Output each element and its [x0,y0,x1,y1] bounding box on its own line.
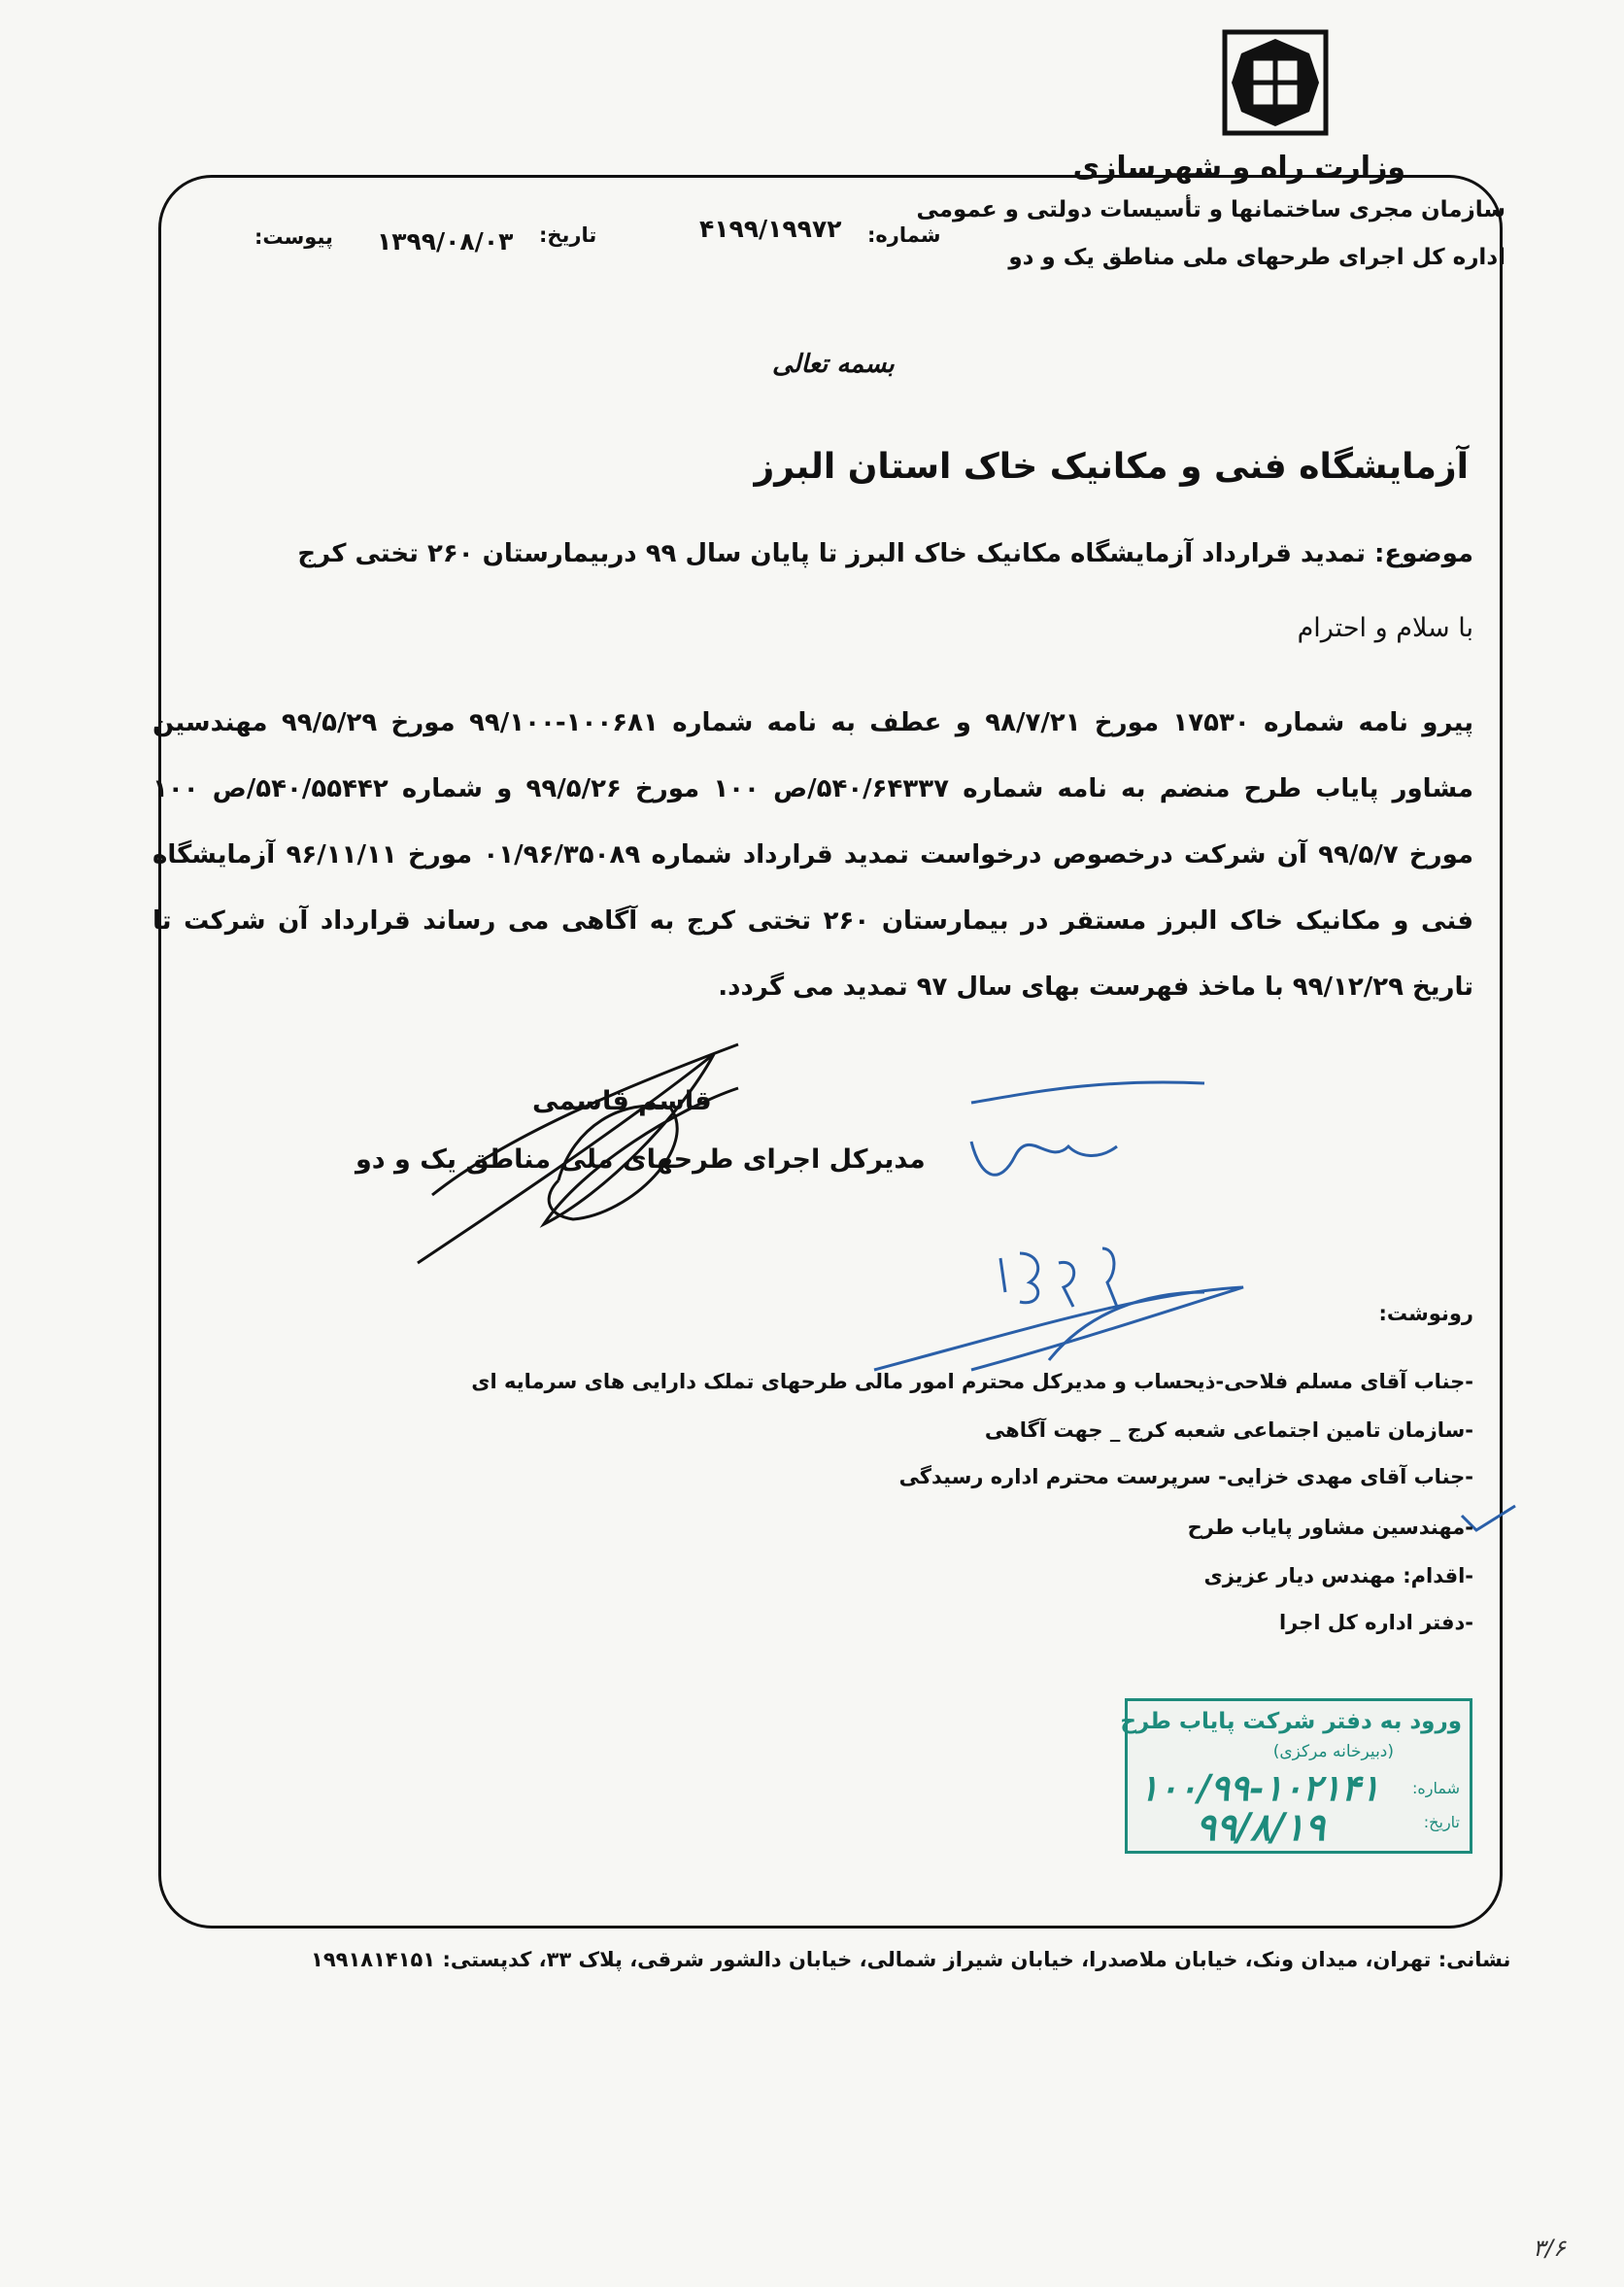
letter-body: پیرو نامه شماره ۱۷۵۳۰ مورخ ۹۸/۷/۲۱ و عطف به نامه شماره ۱۰۰۶۸۱-۹۹/۱۰۰ مورخ ۹۹/۵/۲۹ مهندسین مشاور پایاب طرح منضم به نامه شماره ۵۴۰/۶۴۳۳۷/ص ۱۰۰ مورخ ۹۹/۵/۲۶ و شماره ۵۴۰/۵۵۴۴۲/ص ۱۰۰ مورخ ۹۹/۵/۷ آن شرکت درخصوص درخواست تمدید قرارداد شماره ۰۱/۹۶/۳۵۰۸۹ مورخ ۹۶/۱۱/۱۱ آزمایشگاه فنی و مکانیک خاک البرز مستقر در بیمارستان ۲۶۰ تختی کرج به آگاهی می رساند قرارداد آن شرکت تا تاریخ ۹۹/۱۲/۲۹ با ماخذ فهرست بهای سال ۹۷ تمدید می گردد. [152,708,1474,1002]
page-mark: ۳/۶ [1533,2235,1566,2262]
stamp-title: ورود به دفتر شرکت پایاب طرح [1120,1709,1462,1734]
stamp-date-value: ۹۹/۸/۱۹ [1196,1805,1326,1850]
greeting: با سلام و احترام [1297,613,1473,643]
ministry-logo-icon [1222,29,1329,136]
date-label: تاریخ: [539,223,597,247]
address-footer: نشانی: تهران، میدان ونک، خیابان ملاصدرا، خیابان شیراز شمالی، خیابان دالشور شرقی، پلاک ۳۳، کدپستی: ۱۹۹۱۸۱۴۱۵۱ [311,1948,1511,1971]
stamp-date-label: تاریخ: [1423,1813,1460,1831]
cc-item: -اقدام: مهندس دیار عزیزی [1203,1564,1473,1587]
recipient: آزمایشگاه فنی و مکانیک خاک استان البرز [754,447,1469,487]
cc-item: -سازمان تامین اجتماعی شعبه کرج _ جهت آگاهی [984,1418,1473,1442]
stamp-subtitle: (دبیرخانه مرکزی) [1272,1742,1394,1761]
basmala: بسمه تعالی [772,350,895,379]
stamp-number-label: شماره: [1411,1779,1460,1797]
organization-line-1: سازمان مجری ساختمانها و تأسیسات دولتی و عمومی [916,197,1506,222]
cc-item: -دفتر اداره کل اجرا [1278,1611,1473,1634]
letter-date: ۱۳۹۹/۰۸/۰۳ [377,227,514,256]
signer-name: قاسم قاسمی [532,1086,712,1116]
received-stamp [1120,1698,1472,1854]
cc-item: -مهندسین مشاور پایاب طرح [1187,1516,1473,1539]
letter-number: ۴۱۹۹/۱۹۹۷۲ [699,215,842,243]
cc-item: -جناب آقای مسلم فلاحی-ذیحساب و مدیرکل محترم امور مالی طرحهای تملک دارایی های سرمایه ای [471,1370,1473,1393]
organization-line-2: اداره کل اجرای طرحهای ملی مناطق یک و دو [1008,245,1506,270]
cc-item: -جناب آقای مهدی خزایی- سرپرست محترم اداره رسیدگی [898,1465,1473,1488]
letter-frame [158,175,1503,1929]
subject-line: موضوع: تمدید قرارداد آزمایشگاه مکانیک خاک البرز تا پایان سال ۹۹ دربیمارستان ۲۶۰ تختی کرج [297,539,1473,568]
signer-title: مدیرکل اجرای طرحهای ملی مناطق یک و دو [355,1144,926,1175]
stamp-number-value: ۱۰۰/۹۹-۱۰۲۱۴۱ [1139,1766,1380,1809]
number-label: شماره: [867,223,941,247]
ministry-name: وزارت راه و شهرسازی [1072,151,1405,185]
attachment-label: پیوست: [254,225,333,249]
cc-label: رونوشت: [1378,1302,1473,1325]
